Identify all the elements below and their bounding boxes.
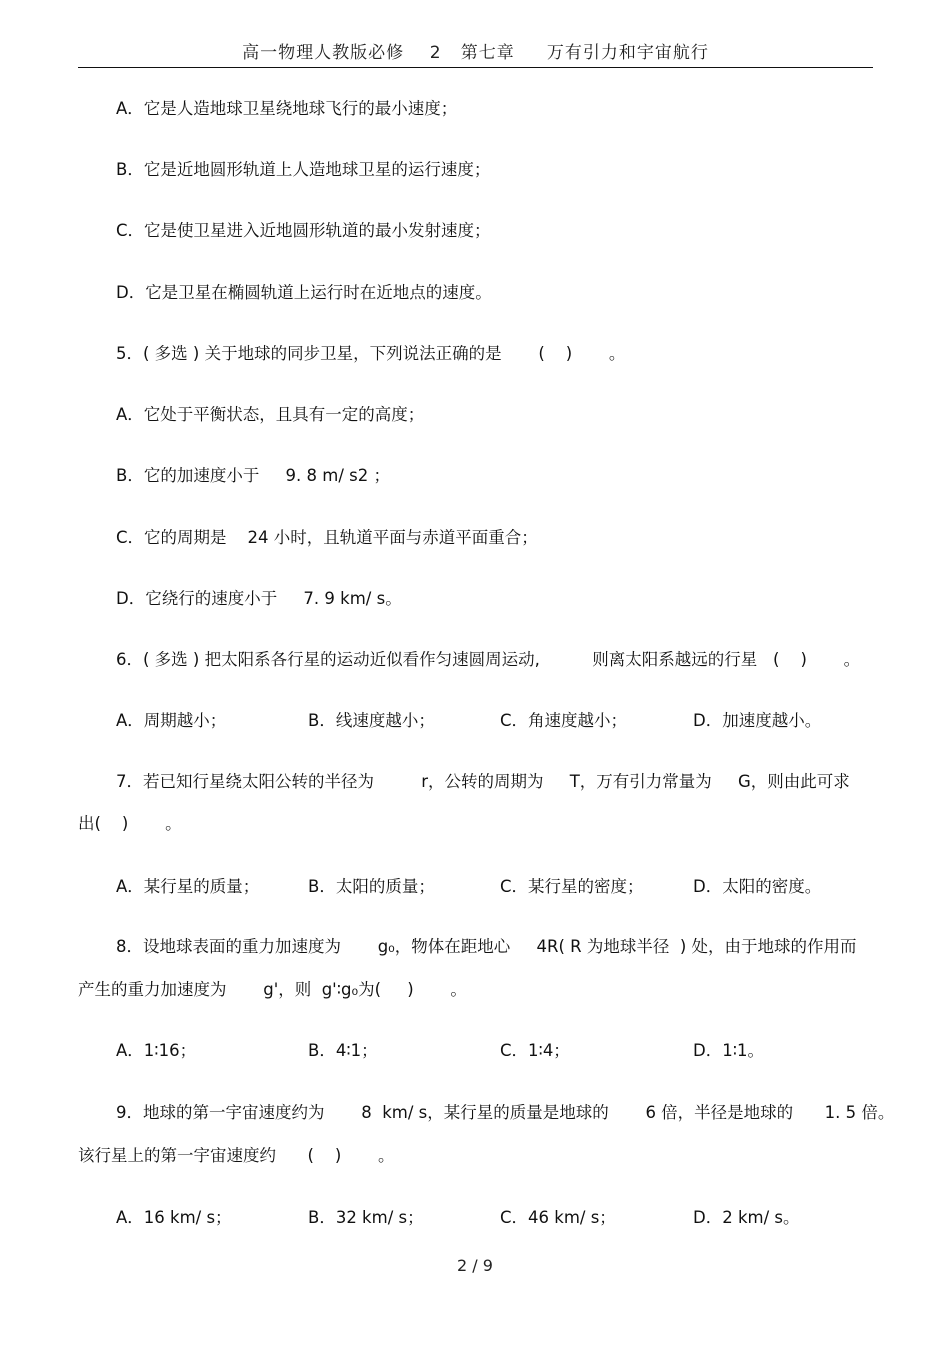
q9-stem-line1: 9．地球的第一宇宙速度约为 8 km/ s，某行星的质量是地球的 6 倍，半径是地球的 1. 5 倍。 bbox=[116, 1103, 895, 1122]
q6-option-d: D．加速度越小。 bbox=[693, 711, 822, 730]
q5-option-d: D．它绕行的速度小于 7. 9 km/ s。 bbox=[116, 589, 402, 608]
q6-option-c: C．角速度越小； bbox=[500, 711, 628, 730]
page-number: 2 / 9 bbox=[457, 1256, 493, 1275]
q7-option-a: A．某行星的质量； bbox=[116, 877, 260, 896]
q7-option-c: C．某行星的密度； bbox=[500, 877, 644, 896]
q5-option-a: A．它处于平衡状态，且具有一定的高度； bbox=[116, 405, 425, 424]
q4-option-d: D．它是卫星在椭圆轨道上运行时在近地点的速度。 bbox=[116, 283, 492, 302]
q4-option-a: A．它是人造地球卫星绕地球飞行的最小速度； bbox=[116, 99, 458, 118]
q5-option-b: B．它的加速度小于 9. 8 m/ s2 ； bbox=[116, 466, 390, 485]
q9-option-a: A．16 km/ s； bbox=[116, 1208, 232, 1227]
q9-option-c: C．46 km/ s； bbox=[500, 1208, 616, 1227]
q6-option-a: A．周期越小； bbox=[116, 711, 227, 730]
q9-stem-line2: 该行星上的第一宇宙速度约 ( ) 。 bbox=[78, 1146, 395, 1165]
q4-option-c: C．它是使卫星进入近地圆形轨道的最小发射速度； bbox=[116, 221, 491, 240]
q8-option-b: B．4∶1； bbox=[308, 1041, 378, 1060]
q7-stem-line2: 出( ) 。 bbox=[78, 814, 182, 833]
header-divider bbox=[78, 67, 873, 68]
q8-option-c: C．1∶4； bbox=[500, 1041, 570, 1060]
q9-option-b: B．32 km/ s； bbox=[308, 1208, 424, 1227]
q5-stem: 5．( 多选 ) 关于地球的同步卫星，下列说法正确的是 ( ) 。 bbox=[116, 344, 626, 363]
q8-stem-line2: 产生的重力加速度为 g'，则 g'∶g₀为( ) 。 bbox=[78, 980, 467, 999]
q8-stem-line1: 8．设地球表面的重力加速度为 g₀，物体在距地心 4R( R 为地球半径 ) 处，由于地球的作用而 bbox=[116, 937, 857, 956]
q7-stem-line1: 7．若已知行星绕太阳公转的半径为 r，公转的周期为 T，万有引力常量为 G，则由此可求 bbox=[116, 772, 850, 791]
page-header: 高一物理人教版必修 2 第七章 万有引力和宇宙航行 bbox=[242, 43, 709, 63]
q7-option-d: D．太阳的密度。 bbox=[693, 877, 822, 896]
q6-option-b: B．线速度越小； bbox=[308, 711, 435, 730]
q7-option-b: B．太阳的质量； bbox=[308, 877, 435, 896]
q9-option-d: D．2 km/ s。 bbox=[693, 1208, 800, 1227]
q6-stem: 6．( 多选 ) 把太阳系各行星的运动近似看作匀速圆周运动, 则离太阳系越远的行星 ( ) 。 bbox=[116, 650, 861, 669]
q5-option-c: C．它的周期是 24 小时，且轨道平面与赤道平面重合； bbox=[116, 528, 538, 547]
q8-option-a: A．1∶16； bbox=[116, 1041, 197, 1060]
q4-option-b: B．它是近地圆形轨道上人造地球卫星的运行速度； bbox=[116, 160, 491, 179]
q8-option-d: D．1∶1。 bbox=[693, 1041, 764, 1060]
